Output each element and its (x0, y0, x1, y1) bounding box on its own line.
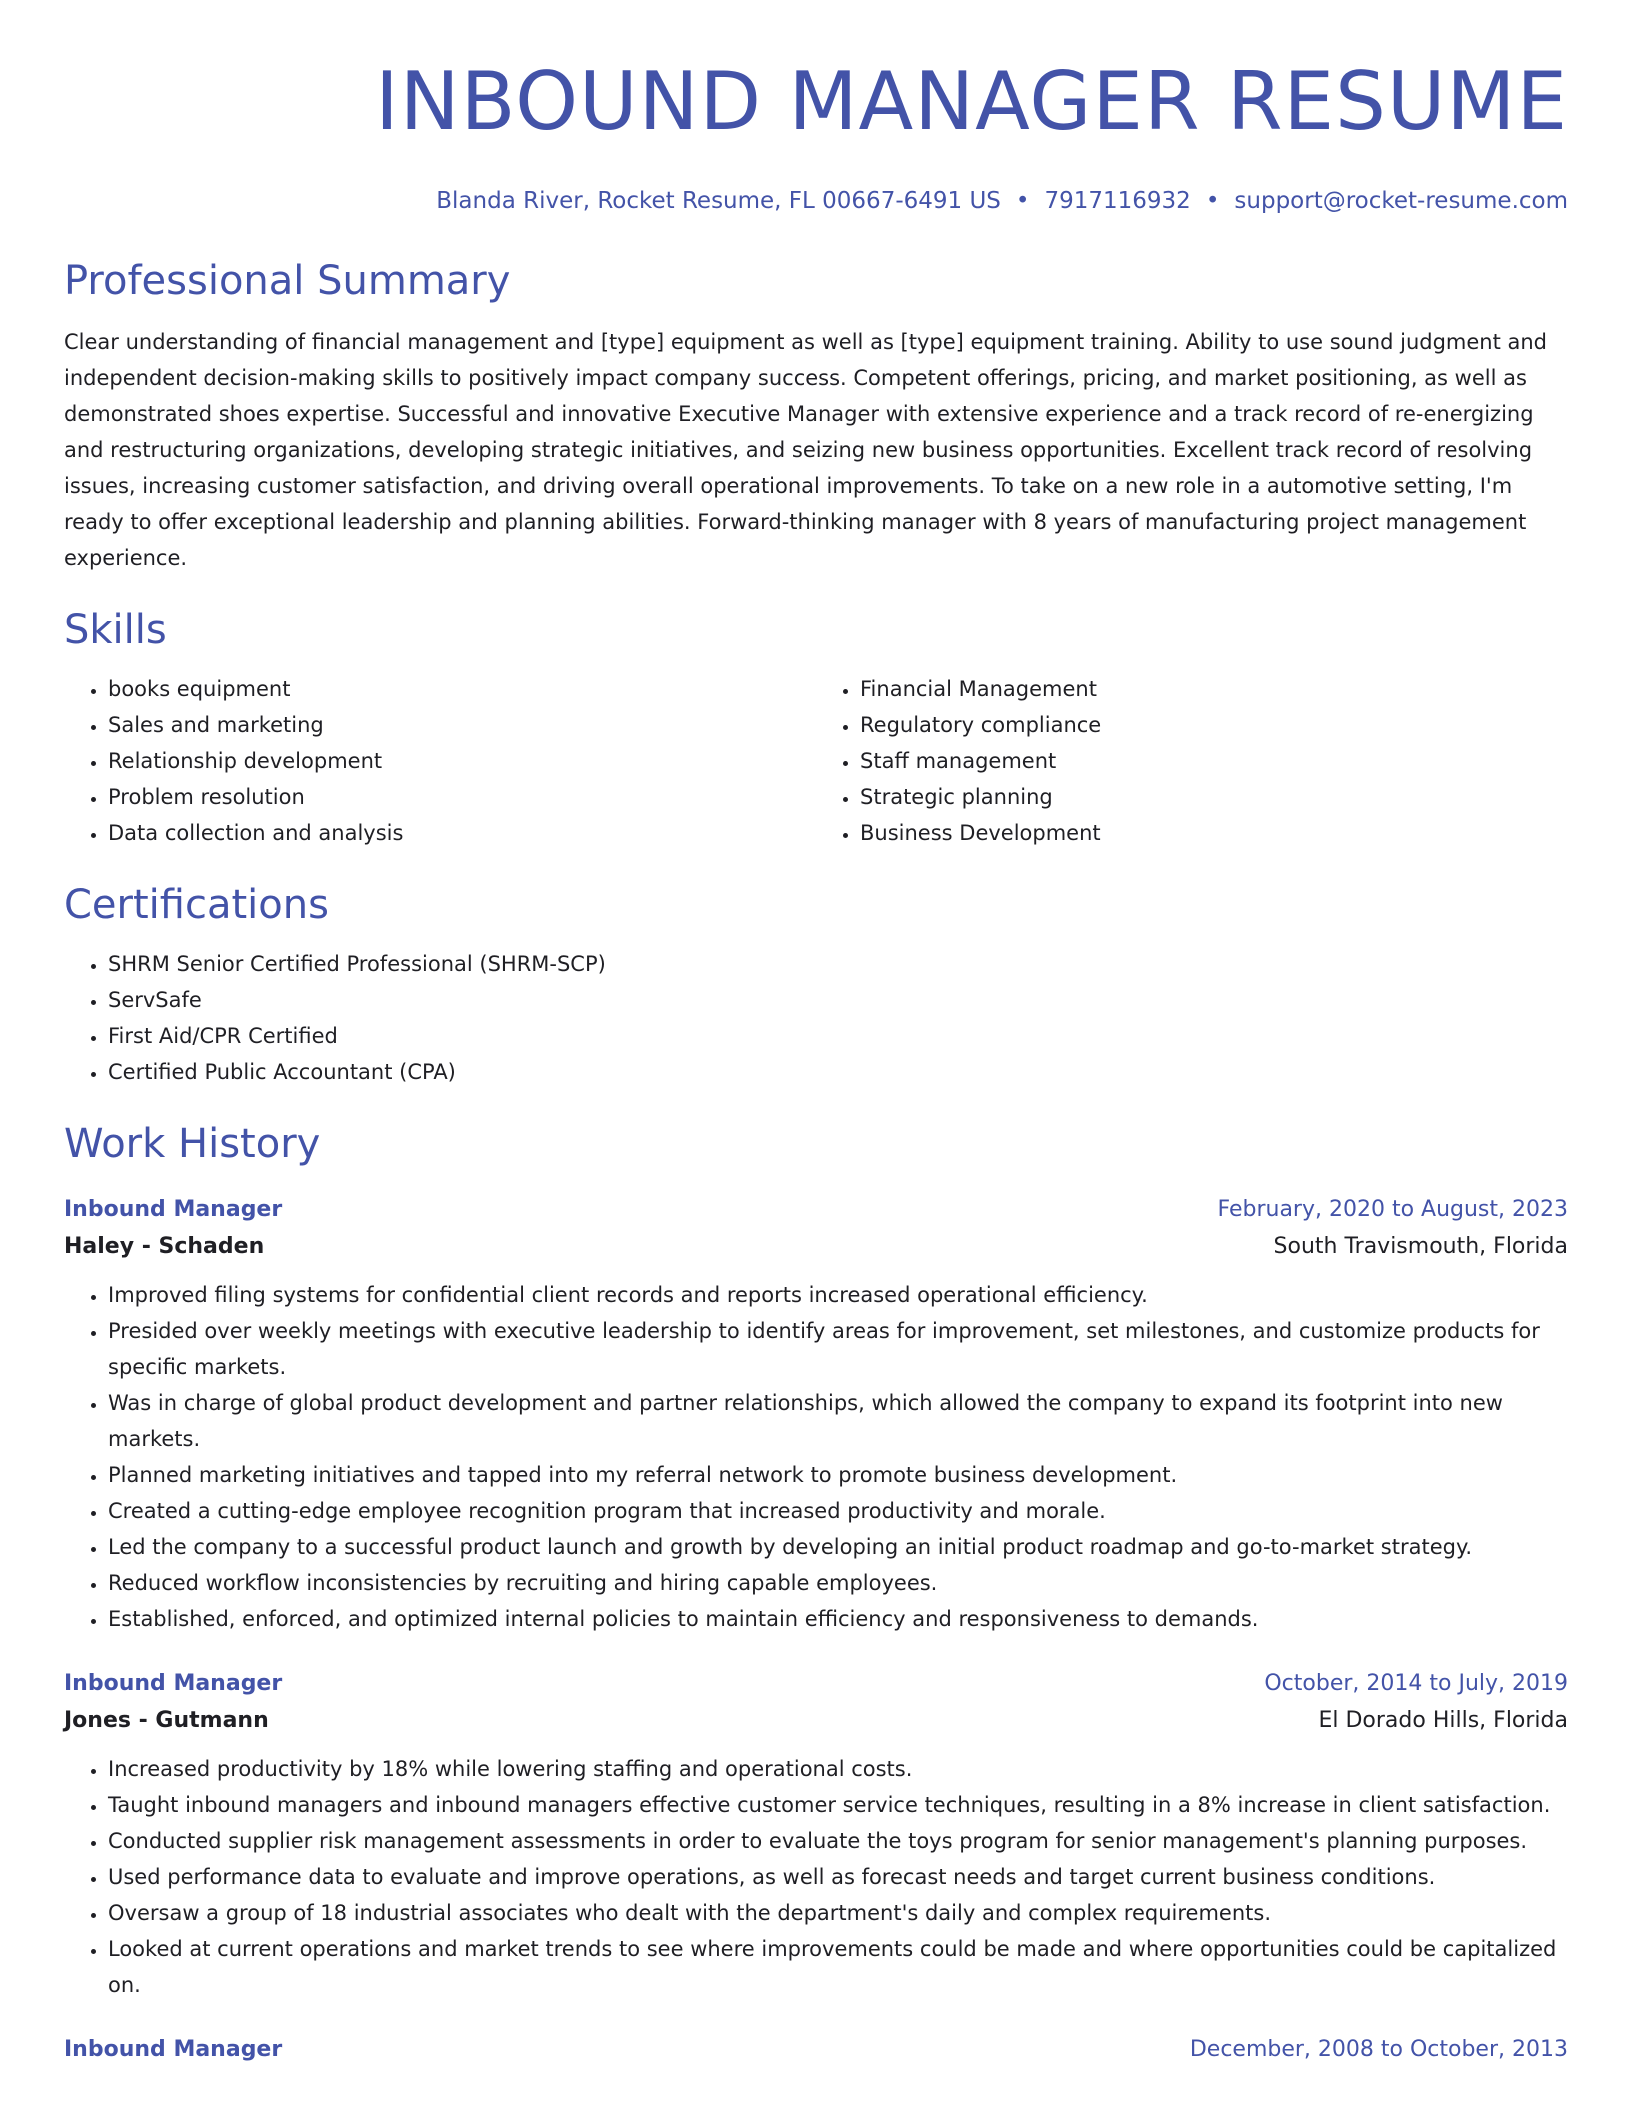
certification-item: • First Aid/CPR Certified (108, 1018, 1568, 1054)
skill-item: • Financial Management (860, 671, 1568, 707)
certifications-heading: Certifications (64, 882, 329, 928)
job-bullet: • Led the company to a successful product launch and growth by developing an initial product roadmap and go-to-market strategy. (108, 1529, 1568, 1565)
skill-item: • Regulatory compliance (860, 707, 1568, 743)
job-bullet: • Taught inbound managers and inbound managers effective customer service techniques, resulting in a 8% increase in client satisfaction. (108, 1787, 1568, 1823)
summary-heading: Professional Summary (64, 258, 511, 304)
job-bullet: • Increased productivity by 18% while lowering staffing and operational costs. (108, 1751, 1568, 1787)
job-bullet: • Oversaw a group of 18 industrial associates who dealt with the department's daily and complex requirements. (108, 1895, 1568, 1931)
skill-item: • Problem resolution (108, 779, 816, 815)
skill-item: • Business Development (860, 815, 1568, 851)
job-company: Jones - Gutmann (64, 1708, 269, 1733)
skill-item: • Sales and marketing (108, 707, 816, 743)
job-title: Inbound Manager (64, 1197, 283, 1222)
job-bullet: • Was in charge of global product development and partner relationships, which allowed the company to expand its footprint into new markets. (108, 1385, 1568, 1457)
skill-item: • Strategic planning (860, 779, 1568, 815)
job-bullet: • Reduced workflow inconsistencies by recruiting and hiring capable employees. (108, 1565, 1568, 1601)
certification-item: • SHRM Senior Certified Professional (SHRM-SCP) (108, 946, 1568, 982)
job-location: South Travismouth, Florida (1273, 1234, 1568, 1259)
job-bullet: • Created a cutting-edge employee recognition program that increased productivity and morale. (108, 1493, 1568, 1529)
certification-item: • Certified Public Accountant (CPA) (108, 1054, 1568, 1090)
job-bullet: • Improved filing systems for confidential client records and reports increased operational efficiency. (108, 1277, 1568, 1313)
job-bullet: • Used performance data to evaluate and improve operations, as well as forecast needs and target current business conditions. (108, 1859, 1568, 1895)
job-dates: December, 2008 to October, 2013 (1189, 2037, 1568, 2062)
contact-separator: • (1015, 188, 1030, 214)
contact-separator: • (1205, 188, 1220, 214)
resume-title: INBOUND MANAGER RESUME (375, 55, 1568, 148)
contact-address: Blanda River, Rocket Resume, FL 00667-6491 US (436, 188, 1001, 214)
job-header (64, 2033, 1568, 2067)
skills-list-right (816, 671, 1568, 851)
job-title: Inbound Manager (64, 2037, 283, 2062)
job-bullets (64, 1277, 1568, 1637)
job-bullet: • Conducted supplier risk management assessments in order to evaluate the toys program for senior management's planning purposes. (108, 1823, 1568, 1859)
job-bullet: • Looked at current operations and market trends to see where improvements could be made and where opportunities could be capitalized on. (108, 1931, 1568, 2003)
job-bullets (64, 1751, 1568, 2003)
contact-phone: 7917116932 (1044, 188, 1191, 214)
job-header (64, 1193, 1568, 1227)
contact-email: support@rocket-resume.com (1234, 188, 1568, 214)
skill-item: • Staff management (860, 743, 1568, 779)
skills-heading: Skills (64, 607, 167, 653)
job-entry (64, 2033, 1568, 2067)
job-subheader (64, 1701, 1568, 1741)
skills-columns (64, 671, 1568, 851)
summary-text: Clear understanding of financial management and [type] equipment as well as [type] equipment training. Ability to use sound judgment and independent decision-making skills to positively impact company success. Competent offerings, pricing, and market positioning, as well as demonstrated shoes expertise. Successful and innovative Executive Manager with extensive experience and a track record of re-energizing and restructuring organizations, developing strategic initiatives, and seizing new business opportunities. Excellent track record of resolving issues, increasing customer satisfaction, and driving overall operational improvements. To take on a new role in a automotive setting, I'm ready to offer exceptional leadership and planning abilities. Forward-thinking manager with 8 years of manufacturing project management experience. (64, 330, 1548, 570)
skill-item: • books equipment (108, 671, 816, 707)
job-title: Inbound Manager (64, 1671, 283, 1696)
job-dates: October, 2014 to July, 2019 (1264, 1671, 1568, 1696)
job-company: Haley - Schaden (64, 1234, 265, 1259)
job-header (64, 1667, 1568, 1701)
certifications-list (64, 946, 1568, 1090)
skills-list-left (64, 671, 816, 851)
job-entry (64, 1667, 1568, 2003)
job-bullet: • Established, enforced, and optimized internal policies to maintain efficiency and responsiveness to demands. (108, 1601, 1568, 1637)
skill-item: • Data collection and analysis (108, 815, 816, 851)
work-history-heading: Work History (64, 1121, 321, 1167)
job-entry (64, 1193, 1568, 1637)
job-dates: February, 2020 to August, 2023 (1217, 1197, 1568, 1222)
job-subheader (64, 1227, 1568, 1267)
skill-item: • Relationship development (108, 743, 816, 779)
contact-line (64, 186, 1568, 216)
job-bullet: • Planned marketing initiatives and tapped into my referral network to promote business development. (108, 1457, 1568, 1493)
certification-item: • ServSafe (108, 982, 1568, 1018)
job-location: El Dorado Hills, Florida (1318, 1708, 1568, 1733)
job-bullet: • Presided over weekly meetings with executive leadership to identify areas for improvement, set milestones, and customize products for specific markets. (108, 1313, 1568, 1385)
